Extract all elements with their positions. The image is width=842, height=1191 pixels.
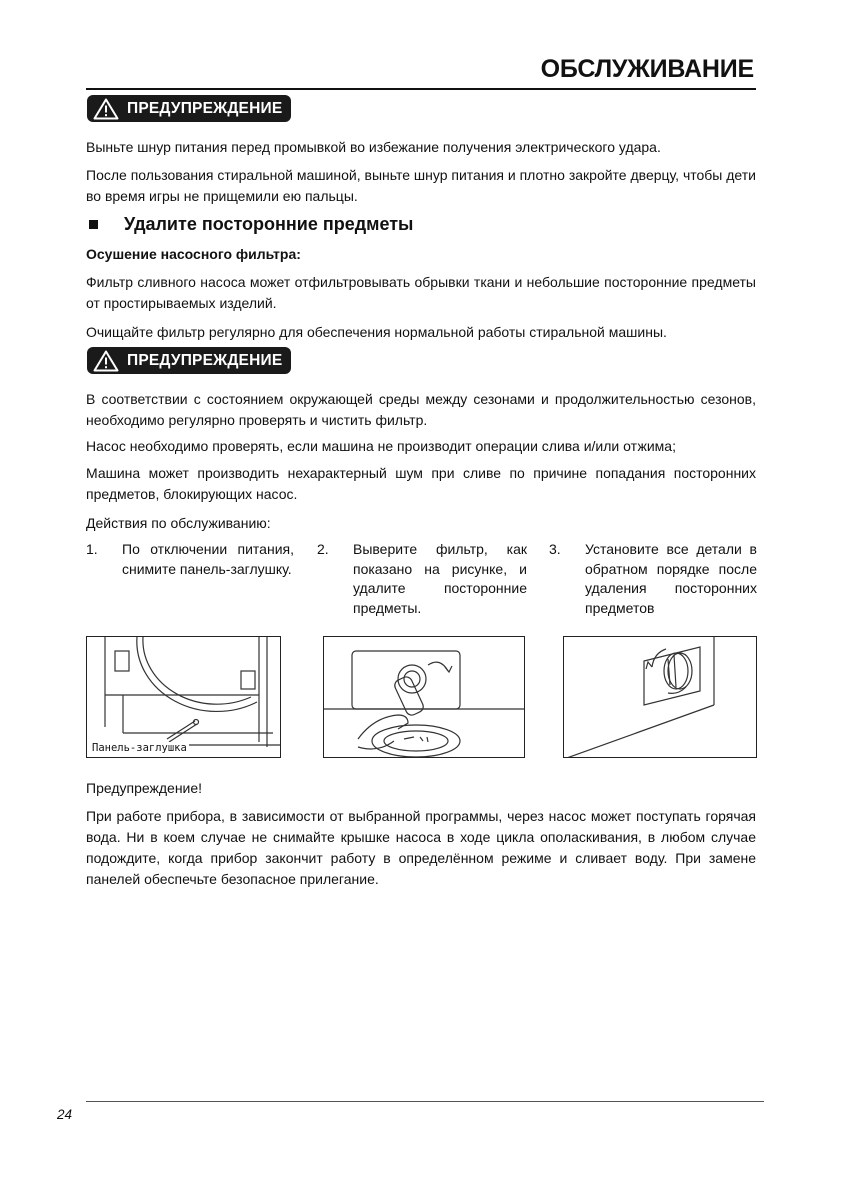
- section-text-2: Очищайте фильтр регулярно для обеспечения нормальной работы стиральной машины.: [86, 324, 667, 340]
- warning-badge: [87, 95, 291, 122]
- warning-badge-2: [87, 347, 291, 374]
- step-text: Выверите фильтр, как показано на рисунке, и удалите посторонние предметы.: [353, 541, 527, 616]
- notice-text: При работе прибора, в зависимости от выбранной программы, через насос может поступать горячая вода. Ни в коем случае не снимайте крышке насоса в ходе цикла ополаскивания, в любом случае подождите, когда прибор закончит работу в определённом режиме и сливает воду. При замене панелей обеспечьте безопасное прилегание.: [86, 808, 756, 887]
- warning2-text-2: Насос необходимо проверять, если машина не производит операции слива и/или отжима;: [86, 438, 676, 454]
- step-number: 2.: [317, 541, 329, 557]
- warning-text-1: Выньте шнур питания перед промывкой во избежание получения электрического удара.: [86, 139, 661, 155]
- square-bullet-icon: [89, 220, 98, 229]
- section-text-1: Фильтр сливного насоса может отфильтровывать обрывки ткани и небольшие посторонние предметы от простирываемых изделий.: [86, 274, 756, 311]
- warning-triangle-icon: [93, 350, 119, 372]
- filter-install-illustration: [564, 637, 757, 758]
- warning2-text-4: Действия по обслуживанию:: [86, 515, 271, 531]
- section-heading: [86, 214, 413, 235]
- warning-label: ПРЕДУПРЕЖДЕНИЕ: [127, 351, 283, 369]
- page-number: 24: [57, 1107, 73, 1122]
- section-heading-text: Удалите посторонние предметы: [124, 214, 414, 234]
- warning2-text-3: Машина может производить нехарактерный шум при сливе по причине попадания посторонних предметов, блокирующих насос.: [86, 465, 756, 502]
- step-number: 1.: [86, 541, 98, 557]
- figure-filter-removal: [323, 636, 525, 758]
- notice-title: Предупреждение!: [86, 780, 203, 796]
- panel-label: Панель-заглушка: [92, 742, 187, 754]
- footer-rule: [86, 1101, 764, 1102]
- washing-machine-illustration: [87, 637, 281, 758]
- warning2-text-1: В соответствии с состоянием окружающей среды между сезонами и продолжительностью сезонов, необходимо регулярно проверять и чистить фильтр.: [86, 391, 756, 428]
- page-title: ОБСЛУЖИВАНИЕ: [540, 55, 754, 83]
- subheading: Осушение насосного фильтра:: [86, 246, 301, 262]
- warning-triangle-icon: [93, 98, 119, 120]
- title-rule: [86, 88, 756, 90]
- figure-filter-install: [563, 636, 757, 758]
- warning-text-2: После пользования стиральной машиной, выньте шнур питания и плотно закройте дверцу, чтобы дети во время игры не прищемили ею пальцы.: [86, 167, 756, 204]
- warning-label: ПРЕДУПРЕЖДЕНИЕ: [127, 99, 283, 117]
- filter-removal-illustration: [324, 637, 525, 758]
- step-text: Установите все детали в обратном порядке после удаления посторонних предметов: [585, 541, 757, 616]
- step-text: По отключении питания, снимите панель-заглушку.: [122, 541, 294, 577]
- step-number: 3.: [549, 541, 561, 557]
- figure-panel-removal: [86, 636, 281, 758]
